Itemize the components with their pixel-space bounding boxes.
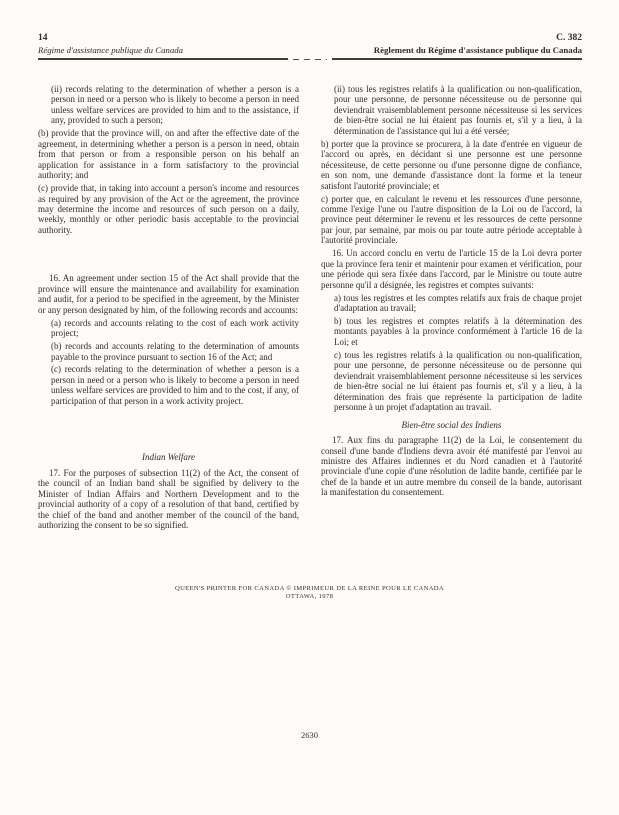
paragraph-fr-16a: a) tous les registres et les comptes relatifs aux frais de chaque projet d'adaptation au travail; bbox=[334, 292, 582, 314]
section-17-fr: 17. Aux fins du paragraphe 11(2) de la Loi, le consentement du conseil d'une bande d'Indiens devra avoir été manifesté par l'envoi au ministre des Affaires indiennes et du Nord canadien et à l'autorité provinciale d'une copie d'une résolution de ladite bande, certifiée par le chef de la bande et un autre membre du conseil de la bande, autorisant la manifestation du consentement. bbox=[321, 435, 582, 498]
header-rule-right bbox=[332, 58, 582, 60]
paragraph-en-16b: (b) records and accounts relating to the determination of amounts payable to the province pursuant to section 16 of the Act; and bbox=[51, 341, 299, 362]
paragraph-en-c: (c) provide that, in taking into account a person's income and resources as required by any provision of the Act or the agreement, the province may determine the income and resources of such person on a daily, weekly, monthly or other periodic basis acceptable to the provincial authority. bbox=[38, 183, 299, 235]
section-heading-indian-welfare: Indian Welfare bbox=[141, 452, 196, 463]
column-english bbox=[38, 84, 299, 533]
paragraph-fr-c: c) porter que, en calculant le revenu et les ressources d'une personne, comme l'exige l'une ou l'autre disposition de la Loi ou de l'accord, la province peut déterminer le revenu et les ressources de cette personne par jour, par semaine, par mois ou par toute autre période acceptable à l'autorité provinciale. bbox=[321, 193, 582, 246]
running-title-left: Régime d'assistance publique du Canada bbox=[38, 45, 184, 55]
page-number-top: 14 bbox=[38, 33, 48, 43]
paragraph-fr-b: b) porter que la province se procurera, à la date d'entrée en vigueur de l'accord ou après, en décidant si une personne est une personne nécessiteuse, de cette personne ou d'une personne digne de confiance, en son nom, une demande d'assistance dont la forme et la teneur satisfont l'autorité provinciale; et bbox=[321, 138, 582, 191]
header-top-row bbox=[38, 33, 582, 44]
two-column-body bbox=[0, 84, 619, 533]
imprint-line: QUEEN'S PRINTER FOR CANADA © IMPRIMEUR DE LA REINE POUR LE CANADA bbox=[174, 585, 445, 592]
paragraph-fr-ii: (ii) tous les registres relatifs à la qualification ou non-qualification, pour une personne, de personne nécessiteuse ou de personne qui deviendrait vraisemblablement personne nécessiteuse si les services de bien-être social ne lui étaient pas fournis et, s'il y a lieu, à la détermination de l'assistance qui lui a été versée; bbox=[334, 84, 582, 136]
paragraph-fr-16c: c) tous les registres relatifs à la qualification ou non-qualification, pour une personne, de personne nécessiteuse ou de personne qui deviendrait vraisemblablement personne nécessiteuse si les services de bien-être social ne lui étaient pas fournis et, s'il y a lieu, à la détermination des frais que représente la participation de ladite personne à un projet d'adaptation au travail. bbox=[334, 349, 582, 413]
header-rule-left bbox=[38, 58, 288, 60]
running-titles-row bbox=[38, 45, 582, 56]
paragraph-en-16a: (a) records and accounts relating to the cost of each work activity project; bbox=[51, 317, 299, 339]
section-16-fr: 16. Un accord conclu en vertu de l'article 15 de la Loi devra porter que la province fera tenir et maintenir pour examen et vérification, pour une période qui sera fixée dans l'accord, par le Ministre ou toute autre personne qu'il a désignée, les registres et comptes suivants: bbox=[321, 248, 582, 290]
paragraph-en-ii: (ii) records relating to the determination of whether a person is a person in need or a person who is likely to become a person in need unless welfare services are provided to him and to the assistance, if any, provided to such a person; bbox=[51, 84, 299, 126]
column-french bbox=[321, 84, 582, 533]
section-17-en: 17. For the purposes of subsection 11(2) of the Act, the consent of the council of an Indian band shall be signified by delivery to the Minister of Indian Affairs and Northern Development and to the provincial authority of a copy of a resolution of that band, certified by the chief of the band and another member of the council of the band, authorizing the consent to be so signified. bbox=[38, 467, 299, 530]
paragraph-en-16c: (c) records relating to the determination of whether a person is a person in need or a person who is likely to become a person in need unless welfare services are provided to him and to the cost, if any, of participation of that person in a work activity project. bbox=[51, 364, 299, 406]
imprint-city-year: OTTAWA, 1978 bbox=[285, 593, 334, 600]
paragraph-fr-16b: b) tous les registres et comptes relatifs à la détermination des montants payables à la province conformément à l'article 16 de la Loi; et bbox=[334, 316, 582, 347]
page-number-bottom: 2630 bbox=[301, 730, 318, 740]
printer-imprint bbox=[0, 585, 619, 601]
paragraph-en-b: (b) provide that the province will, on and after the effective date of the agreement, in determining whether a person is a person in need, obtain from that person or from a responsible person on his behalf an application for assistance in a form satisfactory to the provincial authority; and bbox=[38, 128, 299, 181]
chapter-number: C. 382 bbox=[556, 33, 582, 43]
section-heading-bien-etre-social: Bien-être social des Indiens bbox=[401, 419, 502, 430]
header-rule-divider bbox=[38, 58, 582, 60]
section-16-en: 16. An agreement under section 15 of the Act shall provide that the province will ensure the maintenance and availability for examination and audit, for a period to be specified in the agreement, by the Minister or any person designated by him, of the following records and accounts: bbox=[38, 273, 299, 315]
page-header bbox=[0, 0, 619, 60]
running-title-right: Règlement du Régime d'assistance publique du Canada bbox=[373, 45, 582, 55]
header-rule-middle bbox=[293, 59, 327, 60]
